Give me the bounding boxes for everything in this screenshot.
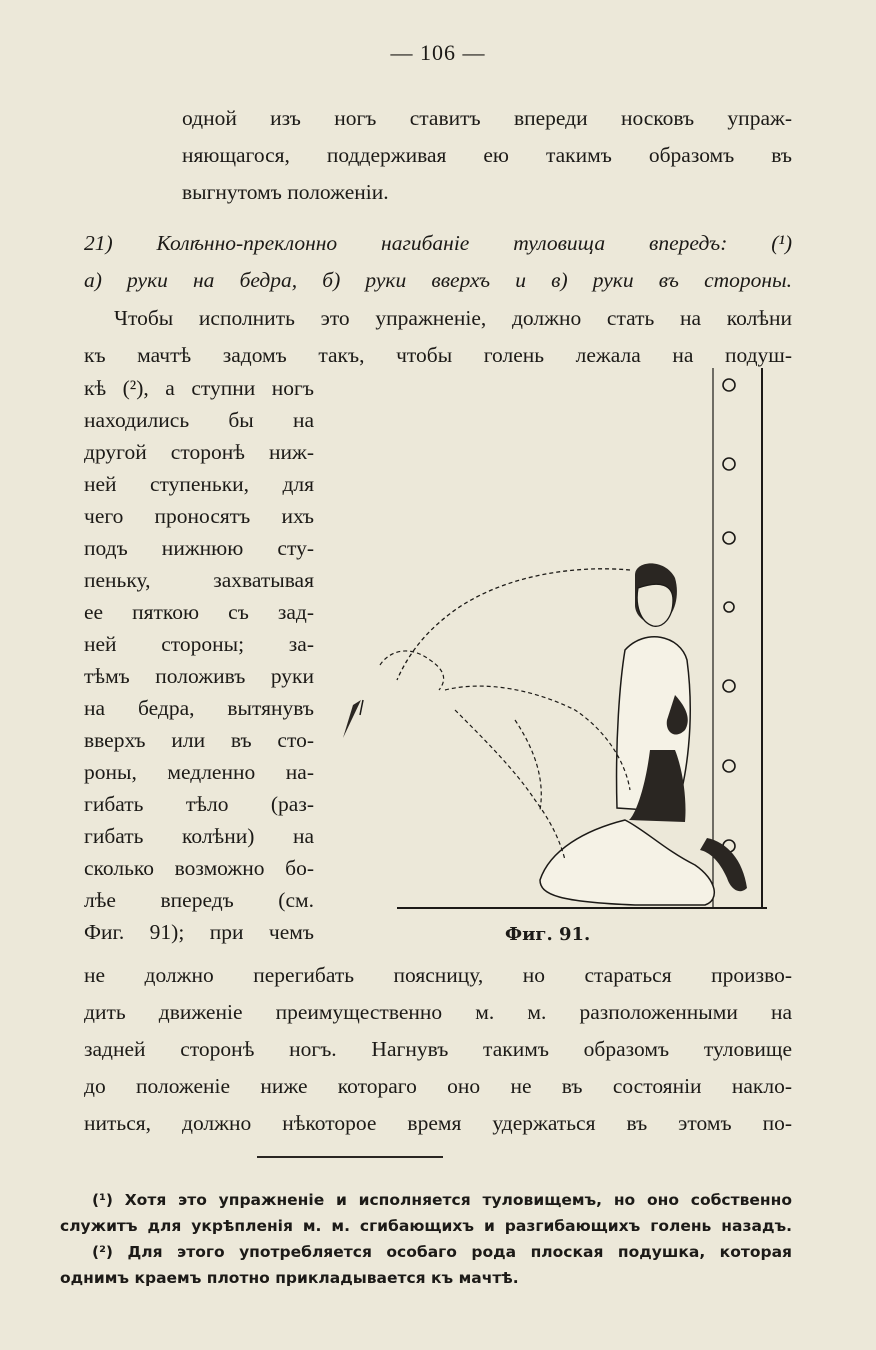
wrapped-line: Фиг. 91); при чемъ [84,920,314,944]
footnote-line: (²) Для этого употребляется особаго рода плоская подушка, которая [92,1243,792,1261]
wrapped-line: тѣмъ положивъ руки [84,664,314,688]
paragraph-line: не должно перегибать поясницу, но стараться произво- [84,963,792,987]
wrapped-line: подъ нижнюю сту- [84,536,314,560]
page-number: — 106 — [390,40,486,65]
wrapped-line: гибать колѣни) на [84,824,314,848]
wrapped-line: сколько возможно бо- [84,856,314,880]
paragraph-line: къ мачтѣ задомъ такъ, чтобы голень лежала на подуш- [84,343,792,367]
wrapped-line: вверхъ или въ сто- [84,728,314,752]
paragraph-line: задней сторонѣ ногъ. Нагнувъ такимъ образомъ туловище [84,1037,792,1061]
wrapped-line: ней ступеньки, для [84,472,314,496]
text-line: няющагося, поддерживая ею такимъ образомъ въ [182,143,792,167]
footnote-line: однимъ краемъ плотно прикладывается къ мачтѣ. [60,1269,519,1287]
wrapped-line: ее пяткою съ зад- [84,600,314,624]
wrapped-line: другой сторонѣ ниж- [84,440,314,464]
wrapped-line: кѣ (²), а ступни ногъ [84,376,314,400]
paragraph-line: до положеніе ниже котораго оно не въ состояніи накло- [84,1074,792,1098]
paragraph-line: ниться, должно нѣкоторое время удержаться въ этомъ по- [84,1111,792,1135]
footnote-line: служитъ для укрѣпленія м. м. сгибающихъ и разгибающихъ голень назадъ. [60,1217,792,1235]
figure-caption: Фиг. 91. [505,924,591,945]
footnote-line: (¹) Хотя это упражненіе и исполняется туловищемъ, но оно собственно [92,1191,792,1209]
wrapped-line: на бедра, вытянувъ [84,696,314,720]
wrapped-line: гибать тѣло (раз- [84,792,314,816]
wrapped-line: ней стороны; за- [84,632,314,656]
wrapped-line: находились бы на [84,408,314,432]
wrapped-line: роны, медленно на- [84,760,314,784]
footnote-rule [257,1156,443,1158]
paragraph-line: дить движеніе преимущественно м. м. разположенными на [84,1000,792,1024]
paragraph-line: Чтобы исполнить это упражненіе, должно стать на колѣни [114,306,792,330]
wrapped-line: пеньку, захватывая [84,568,314,592]
wrapped-line: лѣе впередъ (см. [84,888,314,912]
text-line: выгнутомъ положеніи. [182,180,389,204]
text-line: одной изъ ногъ ставитъ впереди носковъ упраж- [182,106,792,130]
exercise-heading: а) руки на бедра, б) руки вверхъ и в) руки въ стороны. [84,268,792,292]
exercise-heading: 21) Колѣнно-преклонно нагибаніе туловища впередъ: (¹) [84,231,792,255]
wrapped-line: чего проносятъ ихъ [84,504,314,528]
exercise-illustration [335,360,775,920]
